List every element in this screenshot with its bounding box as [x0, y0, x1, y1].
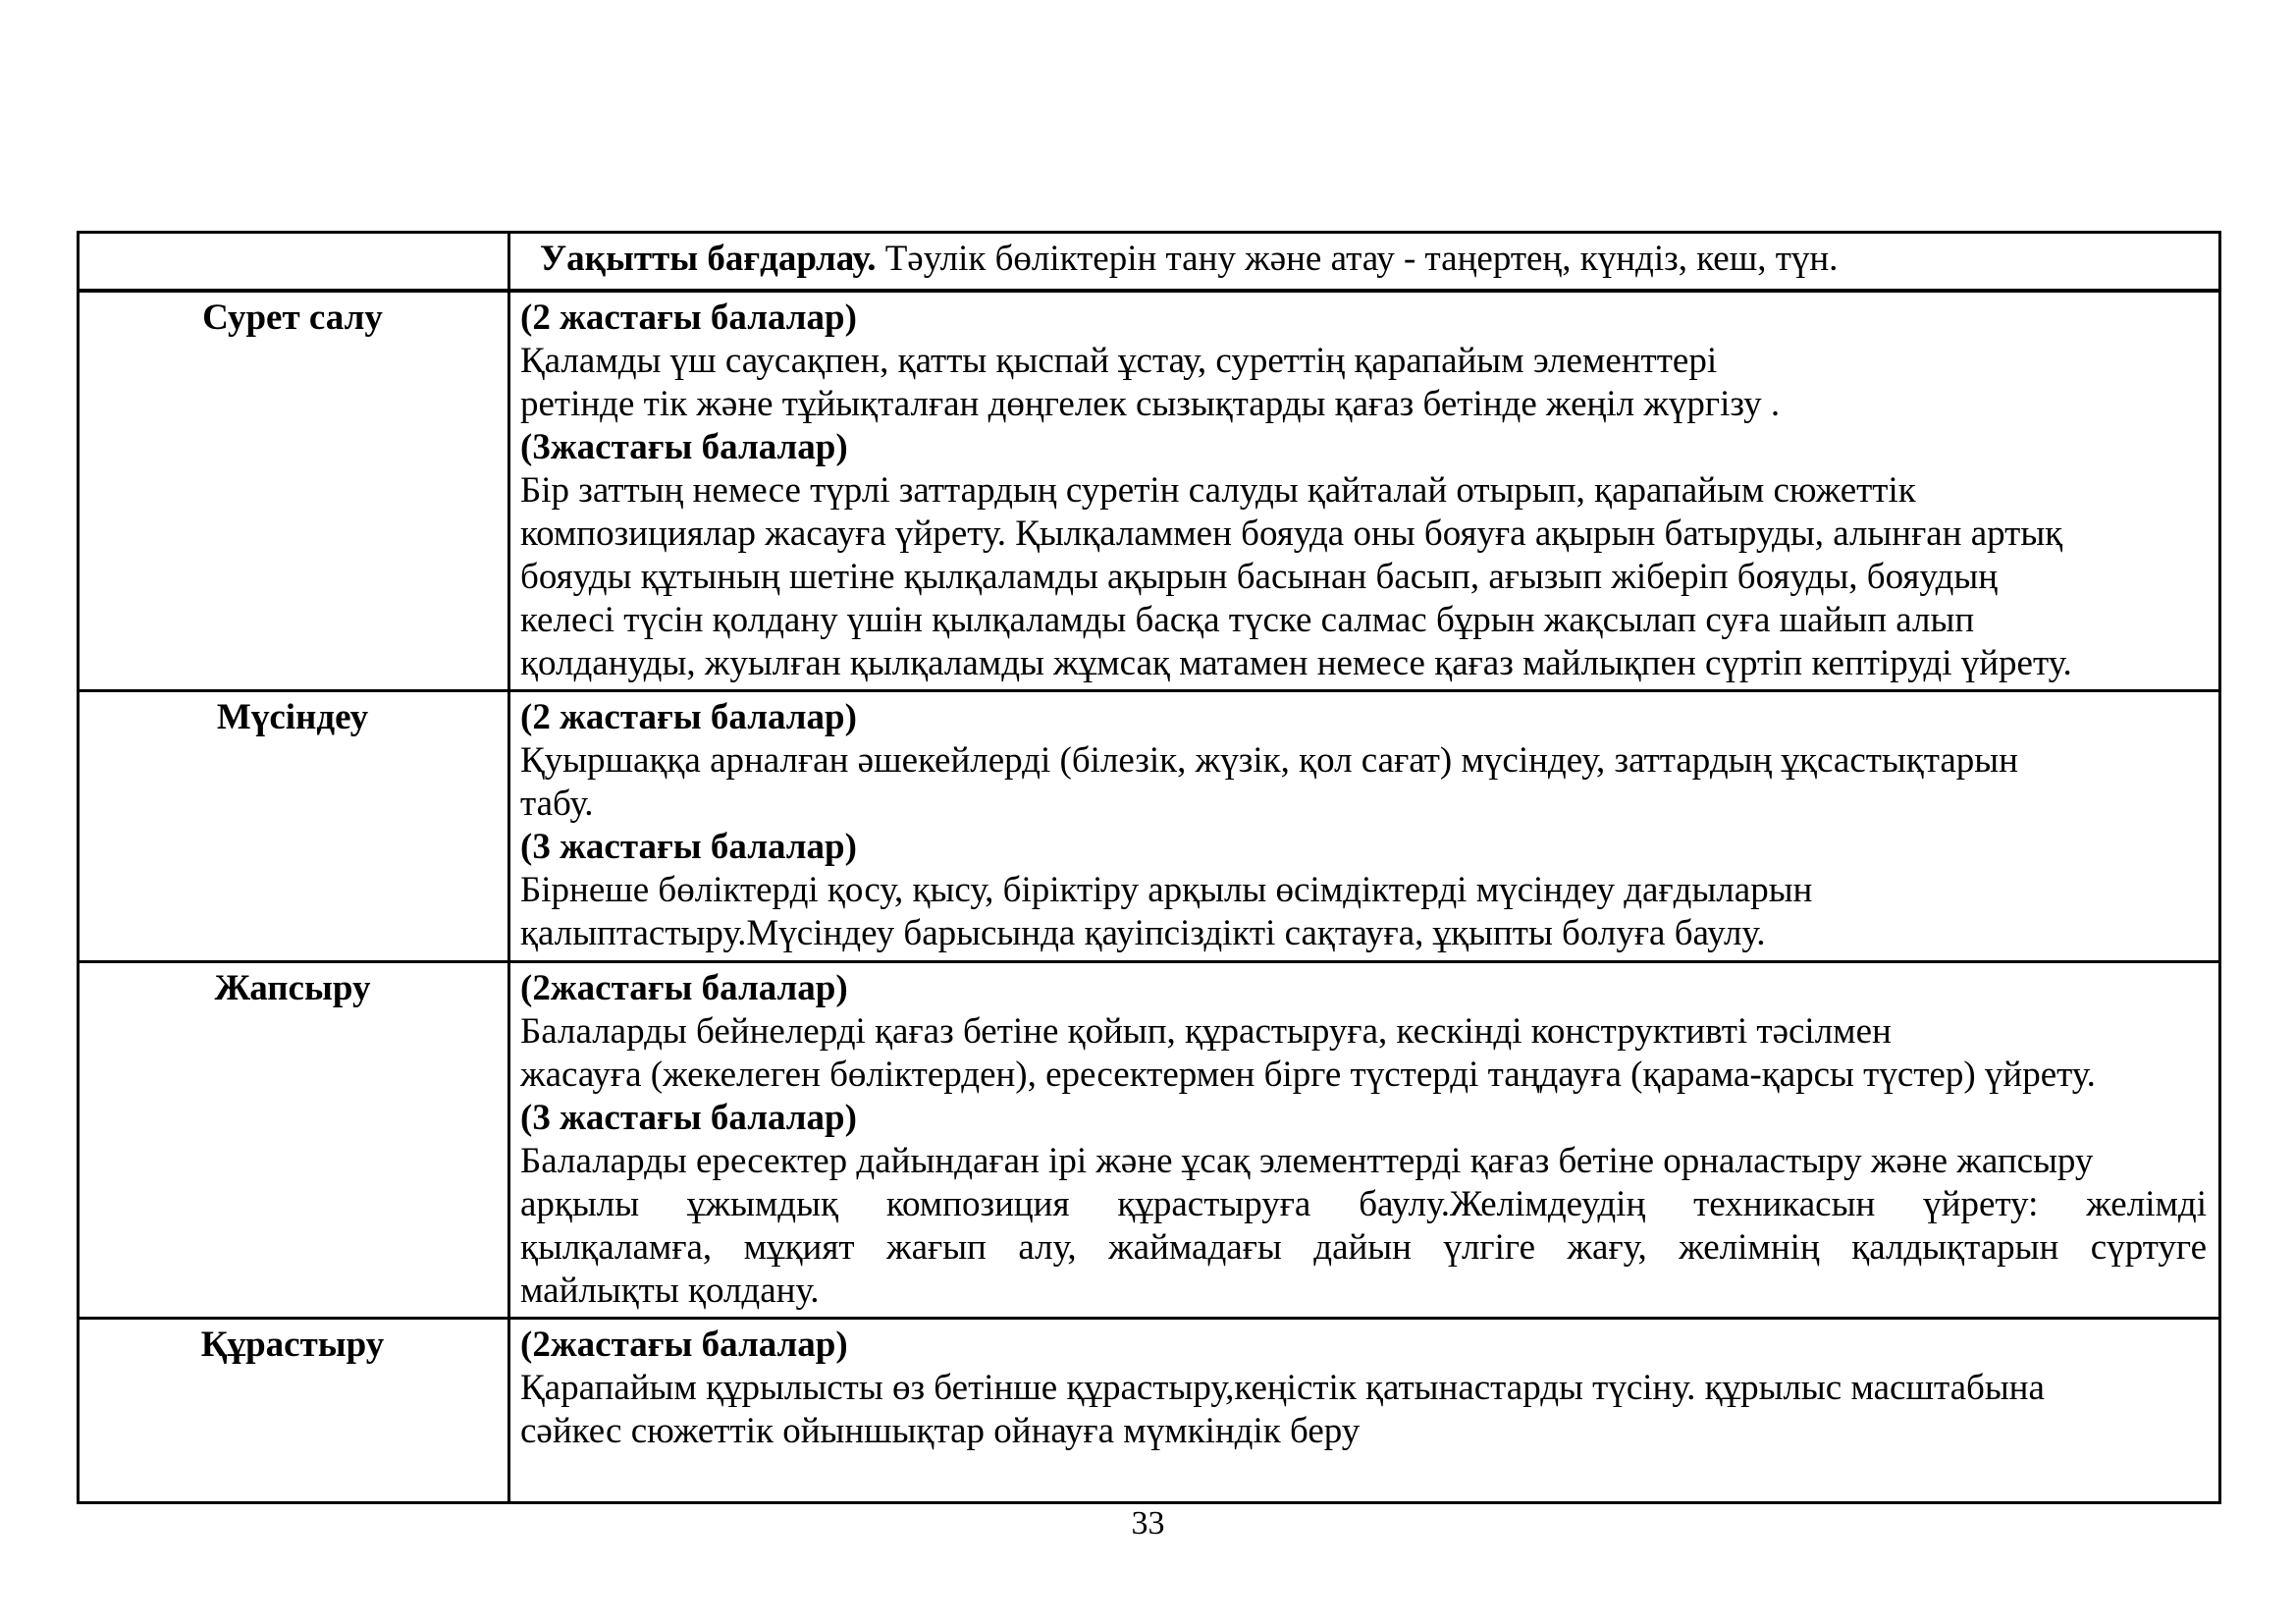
text-line: [520, 1183, 2207, 1226]
bold-text-span: (2жастағы балалар): [520, 1324, 848, 1365]
text-span: Қарапайым құрылысты өз бетінше құрастыру,кеңістік қатынастарды түсіну. құрылыс масштабына: [520, 1367, 2045, 1408]
bold-text-span: (2 жастағы балалар): [520, 297, 857, 338]
table-row: [79, 961, 2220, 1318]
text-line: [520, 869, 2207, 912]
text-line: [520, 1054, 2207, 1097]
text-line: [520, 783, 2207, 826]
text-span: қолдануды, жуылған қылқаламды жұмсақ матамен немесе қағаз майлықпен сүртіп кептіруді үйрету.: [520, 642, 2072, 683]
text-line: [520, 642, 2207, 685]
table-row: [79, 1318, 2220, 1502]
text-line: [520, 599, 2207, 642]
bold-text-span: (3 жастағы балалар): [520, 1097, 857, 1138]
text-line: [520, 739, 2207, 783]
category-content: [509, 233, 2220, 291]
text-line: [520, 1270, 2207, 1313]
page-number: 33: [1131, 1505, 1165, 1542]
text-span: келесі түсін қолдану үшін қылқаламды басқа түске салмас бұрын жақсылап суға шайып алып: [520, 599, 1975, 640]
text-span: Қаламды үш саусақпен, қатты қыспай ұстау, суреттің қарапайым элементтері: [520, 340, 1718, 381]
category-content: [509, 1318, 2220, 1502]
text-span: қылқаламға, мұқият жағып алу, жаймадағы дайын үлгіге жағу, желімнің қалдықтарын сүртуге: [520, 1226, 2207, 1268]
bold-text-span: (2 жастағы балалар): [520, 696, 857, 737]
text-line: [520, 696, 2207, 739]
category-content: [509, 690, 2220, 961]
table-row: [79, 291, 2220, 691]
text-line: [520, 1097, 2207, 1140]
bold-text-span: (3 жастағы балалар): [520, 826, 857, 867]
text-span: Тәулік бөліктерін тану және атау - таңертең, күндіз, кеш, түн.: [876, 239, 1839, 279]
category-content: [509, 961, 2220, 1318]
category-label: Сурет салу: [79, 291, 509, 691]
text-line: [520, 1324, 2207, 1367]
text-line: [520, 426, 2207, 469]
text-span: жасауға (жекелеген бөліктерден), ересектермен бірге түстерді таңдауға (қарама-қарсы түстер) үйрету.: [520, 1054, 2096, 1095]
bold-text-span: (3жастағы балалар): [520, 426, 848, 467]
text-span: ретінде тік және тұйықталған дөңгелек сызықтарды қағаз бетінде жеңіл жүргізу .: [520, 383, 1781, 424]
category-label: Мүсіндеу: [79, 690, 509, 961]
text-span: бояуды құтының шетіне қылқаламды ақырын басынан басып, ағызып жіберіп бояуды, бояудың: [520, 556, 1999, 597]
text-span: сәйкес сюжеттік ойыншықтар ойнауға мүмкіндік беру: [520, 1410, 1361, 1451]
text-line: [520, 1226, 2207, 1270]
text-span: Бір заттың немесе түрлі заттардың суретін салуды қайталай отырып, қарапайым сюжеттік: [520, 469, 1916, 511]
bold-text-span: Уақытты бағдарлау.: [540, 239, 877, 279]
table-row: [79, 690, 2220, 961]
text-span: Балаларды бейнелерді қағаз бетіне қойып, құрастыруға, кескінді конструктивті тәсілмен: [520, 1010, 1892, 1052]
text-line: [520, 340, 2207, 383]
category-label: Жапсыру: [79, 961, 509, 1318]
text-line: [520, 513, 2207, 556]
bold-text-span: (2жастағы балалар): [520, 967, 848, 1008]
text-line: [520, 469, 2207, 513]
text-line: [520, 1140, 2207, 1183]
table-row: [79, 233, 2220, 291]
text-span: композициялар жасауға үйрету. Қылқаламмен бояуда оны бояуға ақырын батыруды, алынған артық: [520, 513, 2063, 554]
text-line: [520, 1410, 2207, 1453]
category-content: [509, 291, 2220, 691]
text-span: табу.: [520, 783, 594, 824]
curriculum-table-body: [79, 233, 2220, 1503]
text-span: Бірнеше бөліктерді қосу, қысу, біріктіру арқылы өсімдіктерді мүсіндеу дағдыларын: [520, 869, 1813, 910]
curriculum-table: [77, 231, 2221, 1504]
text-line: [520, 912, 2207, 955]
text-line: [520, 1367, 2207, 1410]
text-span: қалыптастыру.Мүсіндеу барысында қауіпсіздікті сақтауға, ұқыпты болуға баулу.: [520, 912, 1766, 953]
text-line: [520, 967, 2207, 1010]
category-label: [79, 233, 509, 291]
text-span: арқылы ұжымдық композиция құрастыруға баулу.Желімдеудің техникасын үйрету: желімді: [520, 1183, 2207, 1224]
category-label: Құрастыру: [79, 1318, 509, 1502]
text-span: Қуыршаққа арналған әшекейлерді (білезік, жүзік, қол сағат) мүсіндеу, заттардың ұқсастықтарын: [520, 739, 2018, 781]
text-line: [520, 556, 2207, 599]
text-line: [520, 1010, 2207, 1054]
text-span: майлықты қолдану.: [520, 1270, 820, 1311]
text-line: [540, 238, 2207, 281]
text-span: Балаларды ересектер дайындаған ірі және ұсақ элементтерді қағаз бетіне орналастыру және жапсыру: [520, 1140, 2094, 1181]
text-line: [520, 297, 2207, 340]
text-line: [520, 383, 2207, 426]
text-line: [520, 826, 2207, 869]
